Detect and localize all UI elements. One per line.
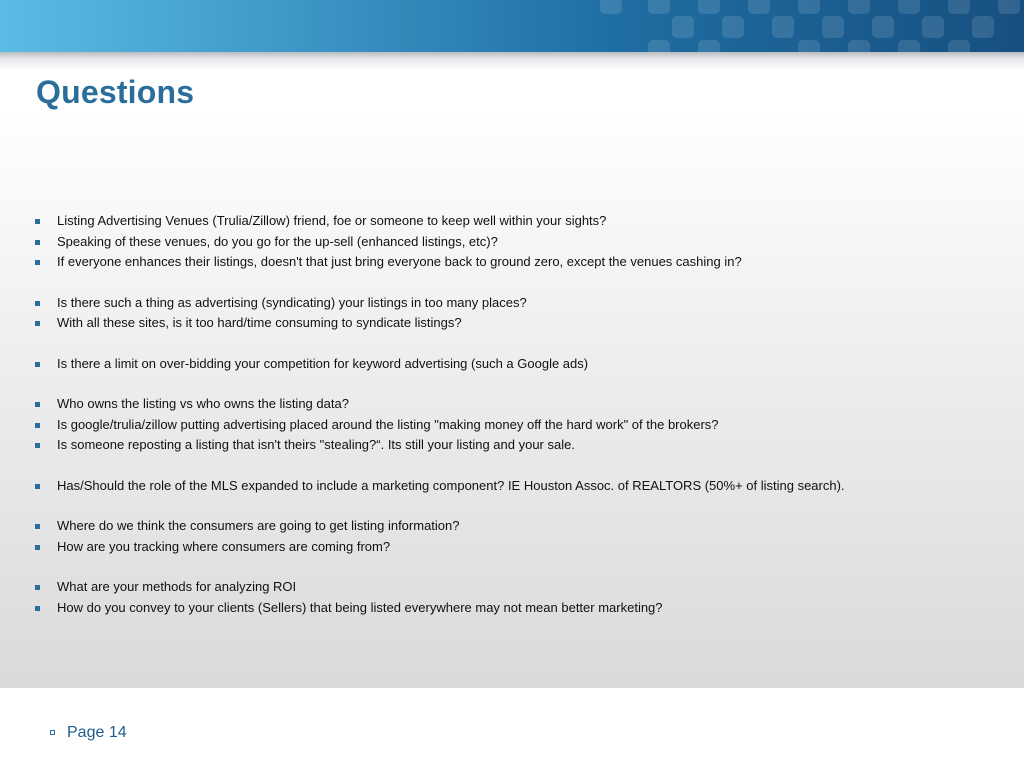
question-item [35,394,995,415]
decorative-tile [948,40,970,52]
bullet-square-icon [35,545,40,550]
question-text: Is there a limit on over-bidding your competition for keyword advertising (such a Google ads) [57,355,589,371]
decorative-tile [848,0,870,14]
decorative-tile [898,40,920,52]
bullet-square-icon [35,423,40,428]
question-item [35,415,995,436]
bullet-square-icon [35,524,40,529]
decorative-tile [848,40,870,52]
decorative-tile [798,0,820,14]
decorative-tile [748,0,770,14]
page-number: Page 14 [67,724,127,741]
bullet-square-icon [35,484,40,489]
question-text: If everyone enhances their listings, doesn't that just bring everyone back to ground zero, except the venues cashing in? [57,254,742,269]
bullet-square-icon [35,321,40,326]
question-item [35,252,995,273]
bullet-square-icon [35,301,40,306]
header-shadow [0,52,1024,70]
question-item [35,211,995,232]
question-item [35,476,995,497]
decorative-tile [922,16,944,38]
decorative-tile [772,16,794,38]
decorative-tile [872,16,894,38]
question-text: Is there such a thing as advertising (syndicating) your listings in too many places? [57,294,527,310]
question-text: What are your methods for analyzing ROI [57,579,297,594]
footer [0,688,1024,768]
decorative-tile [698,0,720,14]
bullet-square-icon [35,606,40,611]
question-text: With all these sites, is it too hard/time consuming to syndicate listings? [57,315,462,330]
bullet-square-icon [35,219,40,224]
bullet-square-icon [35,362,40,367]
decorative-tile [798,40,820,52]
bullet-square-icon [35,585,40,590]
decorative-tile [648,0,670,14]
question-item [35,435,995,456]
decorative-tile [722,16,744,38]
bullet-square-icon [35,402,40,407]
question-item [35,598,995,619]
question-item [35,577,995,598]
bullet-square-icon [35,260,40,265]
decorative-tile [948,0,970,14]
slide-title: Questions [36,74,195,110]
bullet-square-icon [35,240,40,245]
decorative-tile [648,40,670,52]
decorative-tile [898,0,920,14]
page-marker-icon [50,730,55,735]
question-text: How are you tracking where consumers are coming from? [57,538,391,554]
decorative-tile [972,16,994,38]
question-text: Is google/trulia/zillow putting advertising placed around the listing "making money off the hard work" of the brokers? [57,416,719,432]
question-text: How do you convey to your clients (Sellers) that being listed everywhere may not mean better marketing? [57,599,663,615]
decorative-tile [822,16,844,38]
question-item [35,293,995,314]
question-item [35,313,995,334]
question-text: Who owns the listing vs who owns the listing data? [57,396,349,411]
question-item [35,354,995,375]
decorative-tile [698,40,720,52]
question-item [35,232,995,253]
decorative-tile [600,0,622,14]
question-text: Where do we think the consumers are going to get listing information? [57,518,460,533]
question-item [35,537,995,558]
decorative-tile [672,16,694,38]
question-item [35,516,995,537]
question-text: Listing Advertising Venues (Trulia/Zillow) friend, foe or someone to keep well within your sights? [57,213,607,228]
bullet-square-icon [35,443,40,448]
question-list [35,211,995,618]
header-band [0,0,1024,52]
decorative-tile [998,0,1020,14]
question-text: Is someone reposting a listing that isn't theirs "stealing?“. Its still your listing and your sale. [57,437,575,452]
question-text: Has/Should the role of the MLS expanded to include a marketing component? IE Houston Assoc. of REALTORS (50%+ of listing search). [57,477,845,493]
question-text: Speaking of these venues, do you go for the up-sell (enhanced listings, etc)? [57,233,498,249]
